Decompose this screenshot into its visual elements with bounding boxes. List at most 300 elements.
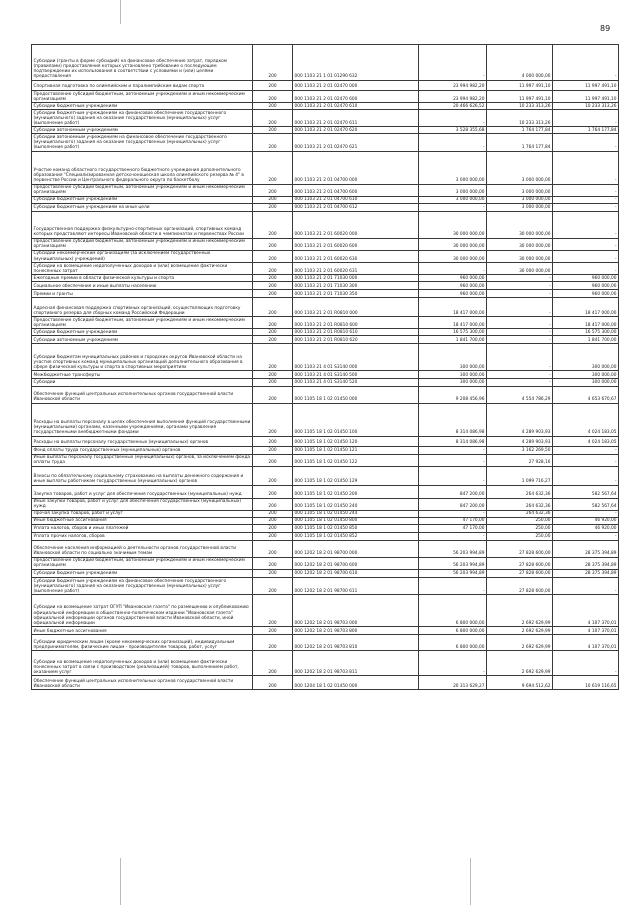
table-row: [32, 336, 619, 344]
row-unexecuted-cell: -: [553, 651, 619, 676]
row-code-cell: 200: [253, 196, 293, 203]
row-unexecuted-cell: 28 375 394,89: [553, 570, 619, 578]
row-unexecuted-cell: 4 024 183,05: [553, 403, 619, 436]
row-name-cell: Предоставление субсидий бюджетным, автономным учреждениям и иным некоммерческим организациям: [32, 238, 253, 250]
row-executed-cell: 27 828 600,00: [487, 578, 553, 595]
row-name-cell: Обеспечение населения информацией о деятельности органов государственной власти Ивановской области по социально значимым темам: [32, 540, 253, 557]
table-row: [32, 184, 619, 196]
row-kbk-cell: 000 1103 21 4 01 S3140 000: [293, 344, 419, 371]
row-kbk-cell: 000 1202 18 2 01 98703 810: [293, 635, 419, 651]
row-approved-cell: 20 466 626,52: [419, 103, 487, 110]
row-kbk-cell: 000 1103 21 2 01 71030 000: [293, 275, 419, 282]
row-kbk-cell: 000 1103 21 2 01 60020 000: [293, 211, 419, 238]
row-kbk-cell: 000 1202 18 2 01 98703 000: [293, 595, 419, 627]
row-approved-cell: 47 170,00: [419, 517, 487, 524]
row-unexecuted-cell: 28 375 394,89: [553, 540, 619, 557]
row-kbk-cell: 000 1202 18 2 01 98700 611: [293, 578, 419, 595]
row-name-cell: Предоставление субсидий бюджетным, автономным учреждениям и иным некоммерческим организациям: [32, 184, 253, 196]
row-code-cell: 200: [253, 403, 293, 436]
row-kbk-cell: 000 1105 18 1 02 01450 850: [293, 524, 419, 532]
row-code-cell: 200: [253, 250, 293, 262]
row-executed-cell: -: [487, 379, 553, 386]
row-kbk-cell: 000 1105 18 1 02 01450 200: [293, 485, 419, 498]
row-approved-cell: 3 000 000,00: [419, 196, 487, 203]
row-unexecuted-cell: -: [553, 263, 619, 275]
row-name-cell: Уплата налогов, сборов и иных платежей: [32, 524, 253, 532]
row-approved-cell: 6 800 000,00: [419, 595, 487, 627]
row-code-cell: 200: [253, 540, 293, 557]
table-row: [32, 127, 619, 134]
row-executed-cell: -: [487, 275, 553, 282]
table-row: [32, 298, 619, 317]
row-kbk-cell: 000 1103 21 2 01 71030 300: [293, 282, 419, 290]
row-kbk-cell: 000 1105 18 1 02 01450 240: [293, 498, 419, 510]
row-approved-cell: 960 000,00: [419, 290, 487, 298]
row-code-cell: 200: [253, 436, 293, 446]
row-code-cell: 200: [253, 344, 293, 371]
row-executed-cell: 264 632,36: [487, 498, 553, 510]
row-unexecuted-cell: 960 000,00: [553, 282, 619, 290]
row-executed-cell: 250,00: [487, 517, 553, 524]
row-code-cell: 200: [253, 275, 293, 282]
row-executed-cell: 4 000 000,00: [487, 45, 553, 81]
row-executed-cell: 250,00: [487, 532, 553, 540]
row-name-cell: Участие команд областного государственного бюджетного учреждения дополнительного образования "Специализированная детско-юношеская школа олимпийского резерва № 4" в первенстве России и Центрального федерального округа по баскетболу: [32, 151, 253, 184]
row-name-cell: Государственная поддержка физкультурно-спортивных организаций, спортивных команд которых представляют интересы Ивановской области в чемпионатах и первенствах России: [32, 211, 253, 238]
row-code-cell: 200: [253, 517, 293, 524]
row-executed-cell: -: [487, 371, 553, 379]
row-code-cell: 200: [253, 578, 293, 595]
row-kbk-cell: 000 1202 18 2 01 98700 610: [293, 570, 419, 578]
row-kbk-cell: 000 1103 21 2 01 02470 000: [293, 81, 419, 91]
table-row: [32, 446, 619, 454]
row-name-cell: Субсидии бюджетным учреждениям: [32, 196, 253, 203]
row-approved-cell: -: [419, 578, 487, 595]
row-executed-cell: 2 692 629,99: [487, 635, 553, 651]
table-row: [32, 282, 619, 290]
row-unexecuted-cell: 28 375 394,89: [553, 557, 619, 569]
row-name-cell: Субсидии: [32, 379, 253, 386]
row-unexecuted-cell: -: [553, 532, 619, 540]
row-code-cell: 200: [253, 676, 293, 690]
row-unexecuted-cell: -: [553, 196, 619, 203]
budget-execution-table: [31, 44, 619, 690]
row-executed-cell: 4 289 903,93: [487, 436, 553, 446]
row-executed-cell: 264 632,36: [487, 485, 553, 498]
row-name-cell: Иные закупки товаров, работ и услуг для обеспечения государственных (муниципальных) нужд: [32, 498, 253, 510]
row-name-cell: Субсидии (гранты в форме субсидий) на финансовое обеспечение затрат, порядком (правилами) предоставления которых установлено требование о последующем подтверждении их использования в соответствии с условиями и (или) целями предоставления: [32, 45, 253, 81]
table-row: [32, 344, 619, 371]
table-row: [32, 524, 619, 532]
row-code-cell: 200: [253, 557, 293, 569]
table-row: [32, 151, 619, 184]
page-number: 89: [600, 24, 611, 33]
row-approved-cell: 300 000,00: [419, 371, 487, 379]
row-kbk-cell: 000 1103 21 2 01 R0810 600: [293, 317, 419, 329]
scan-artifact-line: [120, 858, 121, 905]
row-approved-cell: -: [419, 45, 487, 81]
row-name-cell: Адресная финансовая поддержка спортивных организаций, осуществляющих подготовку спортивного резерва для сборных команд Российской Федерации: [32, 298, 253, 317]
row-kbk-cell: 000 1103 21 2 01 60020 630: [293, 250, 419, 262]
table-row: [32, 329, 619, 336]
row-name-cell: Субсидии автономным учреждениям: [32, 336, 253, 344]
row-name-cell: Закупка товаров, работ и услуг для обеспечения государственных (муниципальных) нужд: [32, 485, 253, 498]
row-code-cell: 200: [253, 570, 293, 578]
row-approved-cell: 3 000 000,00: [419, 184, 487, 196]
row-approved-cell: 960 000,00: [419, 275, 487, 282]
row-kbk-cell: 000 1103 21 2 01 02470 620: [293, 127, 419, 134]
row-approved-cell: 300 000,00: [419, 344, 487, 371]
row-unexecuted-cell: 18 417 000,00: [553, 317, 619, 329]
row-unexecuted-cell: 11 997 491,10: [553, 91, 619, 103]
row-executed-cell: 30 000 000,00: [487, 250, 553, 262]
row-approved-cell: -: [419, 263, 487, 275]
row-approved-cell: 30 000 000,00: [419, 250, 487, 262]
table-row: [32, 379, 619, 386]
row-approved-cell: -: [419, 446, 487, 454]
row-name-cell: Субсидии бюджетам муниципальных районов и городских округов Ивановской области на участие спортивных команд муниципальных организаций дополнительного образования в сфере физической культуры и спорта в спортивных мероприятиях: [32, 344, 253, 371]
row-unexecuted-cell: 300 000,00: [553, 344, 619, 371]
row-approved-cell: 23 994 982,20: [419, 81, 487, 91]
row-unexecuted-cell: -: [553, 45, 619, 81]
table-row: [32, 510, 619, 517]
row-name-cell: Субсидии бюджетным учреждениям: [32, 103, 253, 110]
row-executed-cell: 11 997 491,10: [487, 81, 553, 91]
table-row: [32, 532, 619, 540]
row-name-cell: Субсидии автономным учреждениям: [32, 127, 253, 134]
row-approved-cell: -: [419, 510, 487, 517]
row-approved-cell: 56 203 994,89: [419, 540, 487, 557]
row-code-cell: 200: [253, 524, 293, 532]
row-code-cell: 200: [253, 317, 293, 329]
row-kbk-cell: 000 1105 18 1 02 01450 100: [293, 403, 419, 436]
table-row: [32, 436, 619, 446]
row-unexecuted-cell: 1 764 177,84: [553, 127, 619, 134]
row-name-cell: Субсидии бюджетным учреждениям: [32, 570, 253, 578]
row-code-cell: 200: [253, 651, 293, 676]
row-approved-cell: 18 417 000,00: [419, 298, 487, 317]
row-code-cell: 200: [253, 454, 293, 466]
table-row: [32, 196, 619, 203]
table-row: [32, 263, 619, 275]
row-code-cell: 200: [253, 134, 293, 151]
row-unexecuted-cell: 582 567,64: [553, 498, 619, 510]
row-unexecuted-cell: 46 920,00: [553, 524, 619, 532]
row-kbk-cell: 000 1105 18 1 02 01450 800: [293, 517, 419, 524]
row-kbk-cell: 000 1105 18 1 02 01450 120: [293, 436, 419, 446]
row-approved-cell: 56 203 994,89: [419, 557, 487, 569]
row-unexecuted-cell: 18 417 000,00: [553, 298, 619, 317]
table-row: [32, 517, 619, 524]
row-unexecuted-cell: -: [553, 454, 619, 466]
row-kbk-cell: 000 1105 18 1 02 01450 244: [293, 510, 419, 517]
row-name-cell: Взносы по обязательному социальному страхованию на выплаты денежного содержания и иные выплаты работникам государственных (муниципальных) органов: [32, 466, 253, 485]
row-kbk-cell: 000 1103 21 2 01 R0810 000: [293, 298, 419, 317]
row-kbk-cell: 000 1103 21 2 01 02470 610: [293, 103, 419, 110]
row-executed-cell: 3 000 000,00: [487, 203, 553, 211]
row-approved-cell: 6 800 000,00: [419, 635, 487, 651]
row-executed-cell: 9 694 512,62: [487, 676, 553, 690]
row-unexecuted-cell: -: [553, 250, 619, 262]
row-executed-cell: -: [487, 282, 553, 290]
table-row: [32, 498, 619, 510]
row-unexecuted-cell: 4 024 183,05: [553, 436, 619, 446]
table-row: [32, 485, 619, 498]
table-row: [32, 290, 619, 298]
row-executed-cell: -: [487, 290, 553, 298]
row-kbk-cell: 000 1103 21 2 01 04700 612: [293, 203, 419, 211]
row-kbk-cell: 000 1103 21 2 01 60020 600: [293, 238, 419, 250]
row-kbk-cell: 000 1105 18 1 02 01450 000: [293, 386, 419, 403]
row-name-cell: Расходы на выплаты персоналу государственных (муниципальных) органов: [32, 436, 253, 446]
row-approved-cell: 20 313 629,27: [419, 676, 487, 690]
row-executed-cell: 27 828 600,00: [487, 570, 553, 578]
row-approved-cell: 300 000,00: [419, 379, 487, 386]
row-kbk-cell: 000 1105 18 1 02 01450 122: [293, 454, 419, 466]
row-name-cell: Межбюджетные трансферты: [32, 371, 253, 379]
row-name-cell: Иные бюджетные ассигнования: [32, 627, 253, 635]
row-approved-cell: -: [419, 203, 487, 211]
row-name-cell: Обеспечение функций центральных исполнительных органов государственной власти Ивановской области: [32, 386, 253, 403]
row-executed-cell: 30 000 000,00: [487, 238, 553, 250]
row-executed-cell: 1 764 177,84: [487, 127, 553, 134]
row-code-cell: 200: [253, 466, 293, 485]
row-name-cell: Субсидии на возмещение затрат ОГУП "Ивановская газета" по размещению и опубликованию официальной информации в общественно-политическом издании "Ивановская газета" официальной информации органов государственной власти Ивановской области, иной официальной информации: [32, 595, 253, 627]
table-row: [32, 454, 619, 466]
row-executed-cell: 2 692 629,99: [487, 627, 553, 635]
row-code-cell: 200: [253, 45, 293, 81]
row-executed-cell: 2 692 629,99: [487, 595, 553, 627]
row-code-cell: 200: [253, 263, 293, 275]
row-code-cell: 200: [253, 595, 293, 627]
row-approved-cell: 18 417 000,00: [419, 317, 487, 329]
row-executed-cell: 4 289 903,93: [487, 403, 553, 436]
row-approved-cell: 960 000,00: [419, 282, 487, 290]
row-unexecuted-cell: 11 997 491,10: [553, 81, 619, 91]
row-unexecuted-cell: 10 619 116,65: [553, 676, 619, 690]
row-unexecuted-cell: -: [553, 446, 619, 454]
row-code-cell: 200: [253, 485, 293, 498]
row-name-cell: Предоставление субсидий бюджетным, автономным учреждениям и иным некоммерческим организациям: [32, 317, 253, 329]
row-code-cell: 200: [253, 151, 293, 184]
row-approved-cell: 3 000 000,00: [419, 151, 487, 184]
row-name-cell: Субсидии на возмещение недополученных доходов и (или) возмещение фактически понесенных затрат: [32, 263, 253, 275]
table-row: [32, 371, 619, 379]
row-executed-cell: -: [487, 298, 553, 317]
row-code-cell: 200: [253, 627, 293, 635]
row-unexecuted-cell: -: [553, 510, 619, 517]
row-kbk-cell: 000 1103 21 2 01 71030 350: [293, 290, 419, 298]
row-code-cell: 200: [253, 203, 293, 211]
row-name-cell: Социальное обеспечение и иные выплаты населению: [32, 282, 253, 290]
row-code-cell: 200: [253, 532, 293, 540]
row-name-cell: Субсидии на возмещение недополученных доходов и (или) возмещение фактически понесенных затрат в связи с производством (реализацией) товаров, выполнением работ, оказанием услуг: [32, 651, 253, 676]
table-row: [32, 103, 619, 110]
row-code-cell: 200: [253, 386, 293, 403]
row-kbk-cell: 000 1204 18 1 02 01450 000: [293, 676, 419, 690]
row-approved-cell: 30 000 000,00: [419, 211, 487, 238]
table-row: [32, 540, 619, 557]
row-kbk-cell: 000 1105 18 1 02 01450 121: [293, 446, 419, 454]
row-name-cell: Иные бюджетные ассигнования: [32, 517, 253, 524]
row-executed-cell: 1 764 177,84: [487, 134, 553, 151]
row-unexecuted-cell: 300 000,00: [553, 379, 619, 386]
row-unexecuted-cell: -: [553, 110, 619, 127]
row-approved-cell: 8 314 086,98: [419, 436, 487, 446]
row-code-cell: 200: [253, 379, 293, 386]
table-row: [32, 250, 619, 262]
row-unexecuted-cell: -: [553, 151, 619, 184]
row-executed-cell: 27 828 600,00: [487, 557, 553, 569]
table-row: [32, 275, 619, 282]
row-executed-cell: 3 000 000,00: [487, 151, 553, 184]
row-approved-cell: 30 000 000,00: [419, 238, 487, 250]
row-executed-cell: 10 233 313,26: [487, 103, 553, 110]
row-kbk-cell: 000 1103 21 2 01 04700 600: [293, 184, 419, 196]
row-approved-cell: -: [419, 110, 487, 127]
row-code-cell: 200: [253, 110, 293, 127]
row-approved-cell: -: [419, 466, 487, 485]
row-code-cell: 200: [253, 103, 293, 110]
row-name-cell: Прочая закупка товаров, работ и услуг: [32, 510, 253, 517]
row-unexecuted-cell: 300 000,00: [553, 371, 619, 379]
row-unexecuted-cell: 960 000,00: [553, 290, 619, 298]
table-row: [32, 627, 619, 635]
table-row: [32, 570, 619, 578]
row-approved-cell: 1 841 700,00: [419, 336, 487, 344]
table-row: [32, 110, 619, 127]
row-unexecuted-cell: -: [553, 184, 619, 196]
row-unexecuted-cell: 46 920,00: [553, 517, 619, 524]
table-row: [32, 578, 619, 595]
table-row: [32, 203, 619, 211]
table-row: [32, 211, 619, 238]
row-unexecuted-cell: 4 653 670,67: [553, 386, 619, 403]
table-body: [32, 45, 619, 690]
row-code-cell: 200: [253, 184, 293, 196]
row-code-cell: 200: [253, 298, 293, 317]
row-executed-cell: 264 632,36: [487, 510, 553, 517]
table-row: [32, 676, 619, 690]
row-code-cell: 200: [253, 498, 293, 510]
row-name-cell: Предоставление субсидий бюджетным, автономным учреждениям и иным некоммерческим организациям: [32, 91, 253, 103]
row-name-cell: Субсидии бюджетным учреждениям на финансовое обеспечение государственного (муниципального) задания на оказание государственных (муниципальных) услуг (выполнение работ): [32, 578, 253, 595]
table-row: [32, 403, 619, 436]
table-row: [32, 45, 619, 81]
row-executed-cell: 3 000 000,00: [487, 196, 553, 203]
row-approved-cell: -: [419, 651, 487, 676]
row-unexecuted-cell: 4 107 370,01: [553, 635, 619, 651]
row-kbk-cell: 000 1103 21 2 01 60020 631: [293, 263, 419, 275]
row-executed-cell: 250,00: [487, 524, 553, 532]
table-row: [32, 595, 619, 627]
row-executed-cell: 4 554 786,29: [487, 386, 553, 403]
table-row: [32, 81, 619, 91]
row-executed-cell: 27 928,16: [487, 454, 553, 466]
table-row: [32, 466, 619, 485]
row-approved-cell: 16 575 300,00: [419, 329, 487, 336]
row-kbk-cell: 000 1103 21 2 01 02470 621: [293, 134, 419, 151]
row-name-cell: Ежегодные премии в области физической культуры и спорта: [32, 275, 253, 282]
row-name-cell: Фонд оплаты труда государственных (муниципальных) органов: [32, 446, 253, 454]
row-approved-cell: 47 170,00: [419, 524, 487, 532]
row-code-cell: 200: [253, 91, 293, 103]
scan-artifact-line: [120, 0, 121, 24]
row-code-cell: 200: [253, 329, 293, 336]
row-unexecuted-cell: -: [553, 466, 619, 485]
row-unexecuted-cell: -: [553, 211, 619, 238]
row-unexecuted-cell: 960 000,00: [553, 275, 619, 282]
row-code-cell: 200: [253, 371, 293, 379]
row-name-cell: Спортивная подготовка по олимпийским и паралимпийским видам спорта: [32, 81, 253, 91]
row-code-cell: 200: [253, 81, 293, 91]
row-executed-cell: -: [487, 344, 553, 371]
row-unexecuted-cell: 582 567,64: [553, 485, 619, 498]
row-executed-cell: 30 000 000,00: [487, 211, 553, 238]
row-unexecuted-cell: 16 575 300,00: [553, 329, 619, 336]
row-kbk-cell: 000 1105 18 1 02 01450 129: [293, 466, 419, 485]
row-unexecuted-cell: -: [553, 238, 619, 250]
row-kbk-cell: 000 1103 21 2 01 04700 000: [293, 151, 419, 184]
row-approved-cell: 3 528 355,68: [419, 127, 487, 134]
row-code-cell: 200: [253, 211, 293, 238]
row-name-cell: Иные выплаты персоналу государственных (муниципальных) органов, за исключением фонда оплаты труда: [32, 454, 253, 466]
row-name-cell: Субсидии бюджетным учреждениям на иные цели: [32, 203, 253, 211]
table-row: [32, 557, 619, 569]
table-row: [32, 635, 619, 651]
row-unexecuted-cell: -: [553, 203, 619, 211]
row-executed-cell: 27 828 600,00: [487, 540, 553, 557]
row-name-cell: Уплата прочих налогов, сборов: [32, 532, 253, 540]
row-code-cell: 200: [253, 282, 293, 290]
row-code-cell: 200: [253, 290, 293, 298]
row-kbk-cell: 000 1103 21 4 01 S3140 500: [293, 371, 419, 379]
row-approved-cell: -: [419, 454, 487, 466]
row-name-cell: Расходы на выплаты персоналу в целях обеспечения выполнения функций государственными (муниципальными) органами, казенными учреждениями, органами управления государственными внебюджетными фондами: [32, 403, 253, 436]
row-kbk-cell: 000 1103 21 2 01 R0810 620: [293, 336, 419, 344]
row-name-cell: Предоставление субсидий бюджетным, автономным учреждениям и иным некоммерческим организациям: [32, 557, 253, 569]
row-kbk-cell: 000 1105 18 1 02 01450 852: [293, 532, 419, 540]
row-executed-cell: 3 162 269,50: [487, 446, 553, 454]
row-kbk-cell: 000 1103 21 1 01 01290 632: [293, 45, 419, 81]
row-executed-cell: 1 099 716,27: [487, 466, 553, 485]
row-kbk-cell: 000 1103 21 2 01 02470 600: [293, 91, 419, 103]
row-name-cell: Субсидии юридическим лицам (кроме некоммерческих организаций), индивидуальным предпринимателям, физическим лицам - производителям товаров, работ, услуг: [32, 635, 253, 651]
row-executed-cell: 10 233 313,26: [487, 110, 553, 127]
row-unexecuted-cell: 4 107 370,01: [553, 595, 619, 627]
table-row: [32, 317, 619, 329]
row-unexecuted-cell: 4 107 370,01: [553, 627, 619, 635]
row-kbk-cell: 000 1202 18 2 01 98703 800: [293, 627, 419, 635]
row-executed-cell: -: [487, 336, 553, 344]
row-name-cell: Субсидии автономным учреждениям на финансовое обеспечение государственного (муниципального) задания на оказание государственных (муниципальных) услуг (выполнение работ): [32, 134, 253, 151]
row-code-cell: 200: [253, 127, 293, 134]
row-approved-cell: 9 208 456,96: [419, 386, 487, 403]
row-approved-cell: 8 314 086,98: [419, 403, 487, 436]
row-unexecuted-cell: -: [553, 134, 619, 151]
row-kbk-cell: 000 1103 21 2 01 R0810 610: [293, 329, 419, 336]
row-approved-cell: 56 203 994,89: [419, 570, 487, 578]
row-unexecuted-cell: -: [553, 578, 619, 595]
row-unexecuted-cell: 10 233 313,26: [553, 103, 619, 110]
row-approved-cell: 847 200,00: [419, 485, 487, 498]
row-code-cell: 200: [253, 510, 293, 517]
row-kbk-cell: 000 1103 21 2 01 02470 611: [293, 110, 419, 127]
table-row: [32, 134, 619, 151]
table-row: [32, 238, 619, 250]
row-kbk-cell: 000 1103 21 4 01 S3140 520: [293, 379, 419, 386]
row-name-cell: Субсидии бюджетным учреждениям: [32, 329, 253, 336]
